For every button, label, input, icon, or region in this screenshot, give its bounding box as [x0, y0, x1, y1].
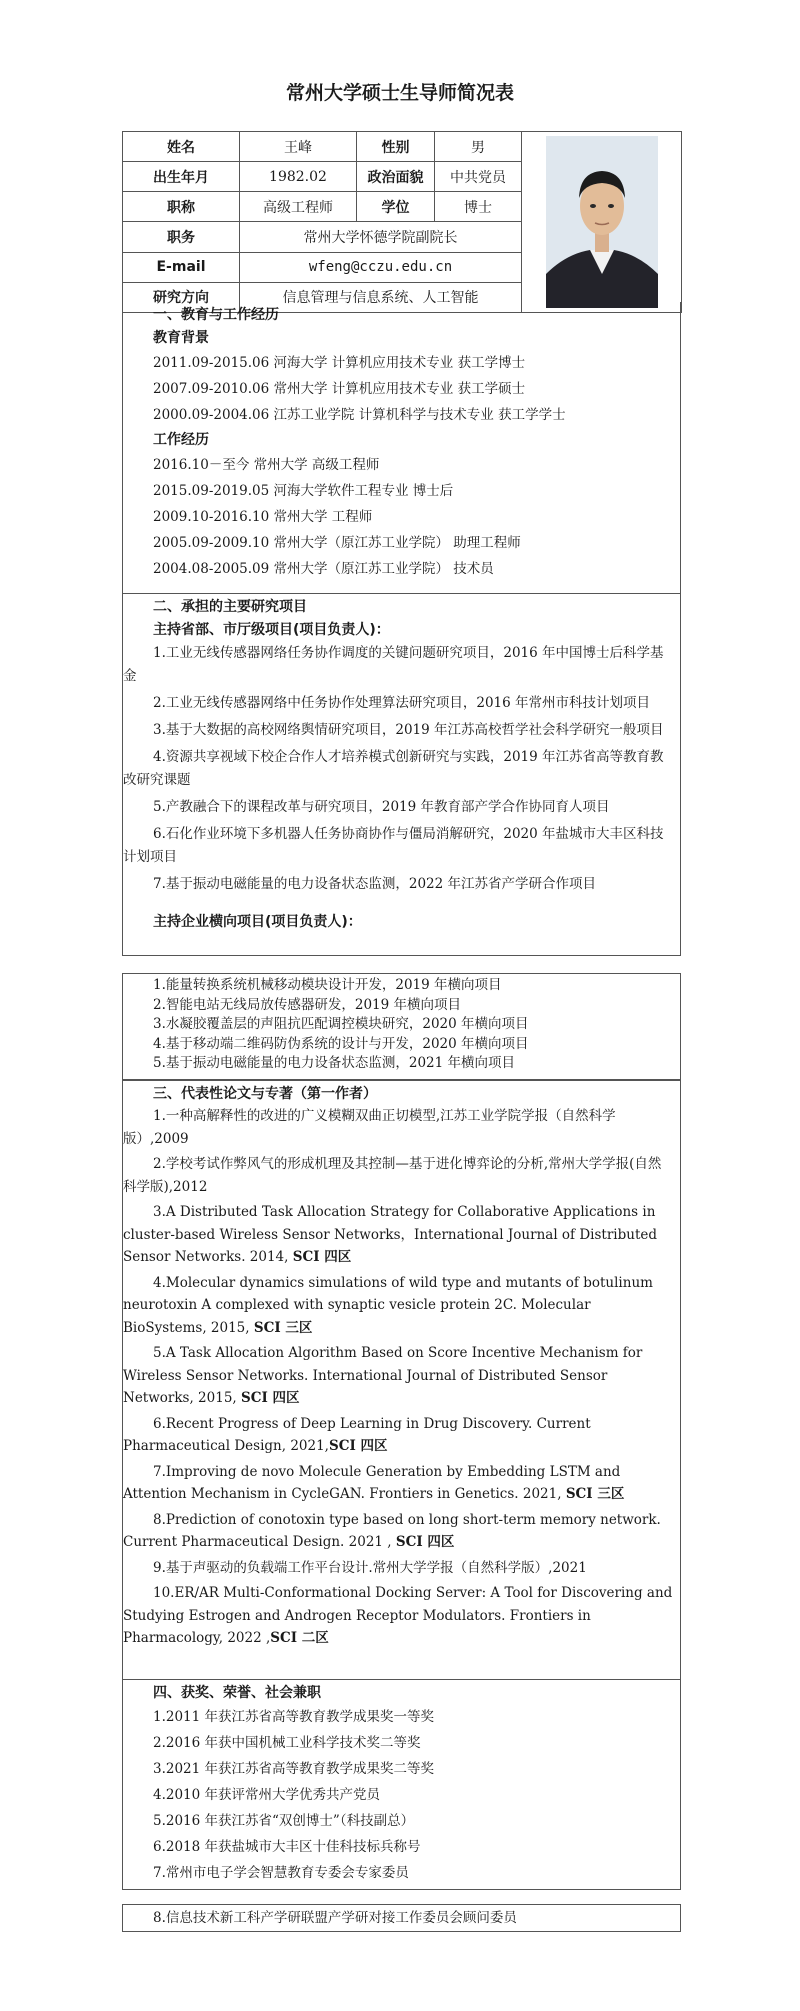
section-research-projects — [122, 594, 681, 956]
project-item: 4.资源共享视域下校企合作人才培养模式创新研究与实践，2019 年江苏省高等教育教改研究课题 — [123, 749, 664, 788]
award-item: 2.2016 年获中国机械工业科学技术奖二等奖 — [153, 1735, 421, 1751]
enterprise-item: 2.智能电站无线局放传感器研发，2019 年横向项目 — [153, 996, 462, 1013]
work-item: 2015.09-2019.05 河海大学软件工程专业 博士后 — [153, 483, 454, 499]
provincial-heading: 主持省部、市厅级项目(项目负责人)： — [153, 622, 390, 638]
award-item: 7.常州市电子学会智慧教育专委会专家委员 — [153, 1865, 409, 1881]
section-papers — [122, 1080, 681, 1680]
work-item: 2004.08-2005.09 常州大学（原江苏工业学院） 技术员 — [153, 561, 494, 577]
award-item: 3.2021 年获江苏省高等教育教学成果奖二等奖 — [153, 1761, 435, 1777]
paper-tag: SCI 四区 — [241, 1390, 300, 1406]
work-item: 2009.10-2016.10 常州大学 工程师 — [153, 509, 373, 525]
paper-item — [123, 1105, 680, 1150]
paper-text: 10.ER/AR Multi-Conformational Docking Server: A Tool for Discovering and Studying Estrogen and Androgen Receptor Modulators. Frontiers in Pharmacology, 2022 , — [123, 1585, 673, 1646]
enterprise-projects-box — [122, 973, 681, 1080]
page-title: 常州大学硕士生导师简况表 — [285, 82, 514, 104]
degree-value: 博士 — [435, 192, 522, 222]
education-heading: 教育背景 — [153, 330, 209, 346]
paper-tag: SCI 三区 — [253, 1319, 313, 1336]
research-value: 信息管理与信息系统、人工智能 — [240, 282, 522, 312]
section-awards — [122, 1680, 681, 1890]
enterprise-item: 1.能量转换系统机械移动模块设计开发，2019 年横向项目 — [153, 977, 502, 993]
project-item: 2.工业无线传感器网络中任务协作处理算法研究项目，2016 年常州市科技计划项目 — [153, 695, 651, 711]
paper-item — [123, 1153, 680, 1198]
paper-text: 6.Recent Progress of Deep Learning in Drug Discovery. Current Pharmaceutical Design, 2021, — [123, 1415, 591, 1454]
education-item: 2007.09-2010.06 常州大学 计算机应用技术专业 获工学硕士 — [153, 381, 526, 397]
enterprise-item: 4.基于移动端二维码防伪系统的设计与开发，2020 年横向项目 — [153, 1035, 529, 1052]
enterprise-item: 5.基于振动电磁能量的电力设备状态监测，2021 年横向项目 — [153, 1055, 516, 1071]
name-label: 姓名 — [123, 132, 240, 162]
section-heading: 一、教育与工作经历 — [153, 307, 279, 323]
section-heading: 三、代表性论文与专著（第一作者） — [153, 1086, 377, 1102]
paper-item — [123, 1557, 680, 1580]
paper-text: 3.A Distributed Task Allocation Strategy for Collaborative Applications in cluster-based Wireless Sensor Networks，International Journal of Distributed Sensor Networks. 2014, — [123, 1204, 658, 1265]
paper-tag: SCI 四区 — [328, 1438, 388, 1454]
paper-item — [123, 1413, 680, 1458]
project-item: 1.工业无线传感器网络任务协作调度的关键问题研究项目，2016 年中国博士后科学基金 — [123, 645, 664, 684]
profile-table — [122, 131, 682, 313]
degree-label: 学位 — [357, 192, 435, 222]
paper-tag: SCI 二区 — [270, 1630, 329, 1646]
award-item: 1.2011 年获江苏省高等教育教学成果奖一等奖 — [153, 1709, 435, 1725]
position-value: 常州大学怀德学院副院长 — [240, 222, 522, 252]
work-item: 2016.10－至今 常州大学 高级工程师 — [153, 457, 380, 473]
education-item: 2000.09-2004.06 江苏工业学院 计算机科学与技术专业 获工学学士 — [153, 407, 566, 423]
section-heading: 二、承担的主要研究项目 — [153, 599, 307, 615]
award-item: 6.2018 年获盐城市大丰区十佳科技标兵称号 — [153, 1839, 421, 1855]
politics-label: 政治面貌 — [357, 162, 435, 192]
award-item: 8.信息技术新工科产学研联盟产学研对接工作委员会顾问委员 — [153, 1910, 517, 1926]
work-item: 2005.09-2009.10 常州大学（原江苏工业学院） 助理工程师 — [153, 535, 521, 551]
work-heading: 工作经历 — [153, 432, 209, 448]
photo-cell — [522, 132, 682, 313]
enterprise-heading: 主持企业横向项目(项目负责人)： — [153, 914, 362, 930]
paper-text: 1.一种高解释性的改进的广义模糊双曲正切模型,江苏工业学院学报（自然科学版）,2009 — [123, 1108, 616, 1147]
paper-tag: SCI 三区 — [565, 1486, 625, 1502]
project-item: 7.基于振动电磁能量的电力设备状态监测，2022 年江苏省产学研合作项目 — [153, 876, 597, 892]
paper-item — [123, 1201, 680, 1269]
portrait-photo — [546, 136, 658, 308]
project-item: 5.产教融合下的课程改革与研究项目，2019 年教育部产学合作协同育人项目 — [153, 799, 610, 815]
paper-tag: SCI 四区 — [395, 1534, 455, 1550]
portrait-illustration — [546, 136, 658, 308]
position-label: 职务 — [123, 222, 240, 252]
paper-item — [123, 1342, 680, 1410]
birth-label: 出生年月 — [123, 162, 240, 192]
paper-text: 9.基于声驱动的负载端工作平台设计.常州大学学报（自然科学版）,2021 — [153, 1559, 587, 1576]
paper-text: 2.学校考试作弊风气的形成机理及其控制—基于进化博弈论的分析,常州大学学报(自然科学版),2012 — [123, 1156, 662, 1195]
email-value: wfeng@cczu.edu.cn — [240, 252, 522, 282]
paper-item — [123, 1272, 680, 1340]
paper-item — [123, 1509, 680, 1554]
politics-value: 中共党员 — [435, 162, 522, 192]
section-education-work — [122, 302, 681, 594]
project-item: 3.基于大数据的高校网络舆情研究项目，2019 年江苏高校哲学社会科学研究一般项目 — [153, 722, 664, 738]
gender-value: 男 — [435, 132, 522, 162]
award-item: 4.2010 年获评常州大学优秀共产党员 — [153, 1787, 381, 1803]
email-label: E-mail — [123, 252, 240, 282]
birth-value: 1982.02 — [240, 162, 357, 192]
name-value: 王峰 — [240, 132, 357, 162]
title-label: 职称 — [123, 192, 240, 222]
paper-text: 4.Molecular dynamics simulations of wild type and mutants of botulinum neurotoxin A complexed with synaptic vesicle protein 2C. Molecular BioSystems, 2015, — [123, 1274, 653, 1336]
awards-continued-box — [122, 1904, 681, 1932]
title-value: 高级工程师 — [240, 192, 357, 222]
research-label: 研究方向 — [123, 282, 240, 312]
enterprise-item: 3.水凝胶覆盖层的声阻抗匹配调控模块研究，2020 年横向项目 — [153, 1016, 529, 1032]
section-heading: 四、获奖、荣誉、社会兼职 — [153, 1685, 321, 1701]
paper-item — [123, 1582, 680, 1650]
education-item: 2011.09-2015.06 河海大学 计算机应用技术专业 获工学博士 — [153, 355, 526, 371]
paper-text: 7.Improving de novo Molecule Generation by Embedding LSTM and Attention Mechanism in CycleGAN. Frontiers in Genetics. 2021, — [123, 1463, 621, 1502]
paper-text: 5.A Task Allocation Algorithm Based on Score Incentive Mechanism for Wireless Sensor Networks. International Journal of Distributed Sensor Networks, 2015, — [123, 1345, 643, 1406]
paper-text: 8.Prediction of conotoxin type based on long short-term memory network. Current Pharmaceutical Design. 2021 , — [123, 1511, 661, 1550]
award-item: 5.2016 年获江苏省“双创博士”（科技副总） — [153, 1813, 415, 1829]
paper-tag: SCI 四区 — [292, 1249, 352, 1265]
gender-label: 性别 — [357, 132, 435, 162]
paper-item — [123, 1461, 680, 1506]
project-item: 6.石化作业环境下多机器人任务协商协作与僵局消解研究，2020 年盐城市大丰区科技计划项目 — [123, 826, 664, 865]
